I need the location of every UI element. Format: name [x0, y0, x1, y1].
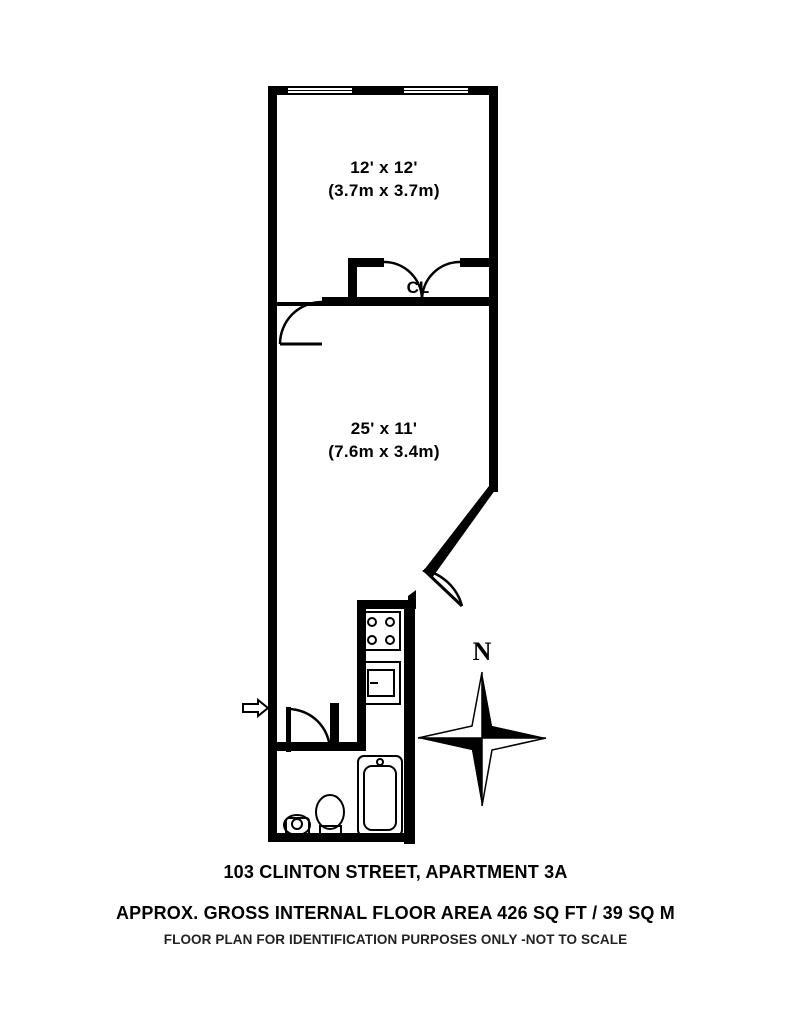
closet-label: CL [406, 278, 430, 297]
compass-rose [418, 672, 546, 806]
compass-north-label: N [472, 637, 492, 666]
room-label-bedroom [274, 157, 494, 203]
plan-disclaimer-caption: FLOOR PLAN FOR IDENTIFICATION PURPOSES ONLY -NOT TO SCALE [163, 932, 628, 947]
living-room-dimensions-metric: (7.6m x 3.4m) [328, 441, 440, 461]
bedroom-dimensions-metric: (3.7m x 3.7m) [328, 180, 440, 200]
doors [277, 262, 462, 752]
bathroom-fixtures [284, 756, 402, 836]
entrance-arrow [243, 700, 268, 716]
living-room-dimensions-imperial: 25' x 11' [350, 419, 418, 438]
kitchen-fixtures [362, 612, 400, 704]
room-label-living-room [274, 418, 494, 464]
bedroom-dimensions-imperial: 12' x 12' [350, 158, 418, 177]
plan-address-caption: 103 CLINTON STREET, APARTMENT 3A [223, 862, 568, 882]
plan-area-caption: APPROX. GROSS INTERNAL FLOOR AREA 426 SQ FT / 39 SQ M [115, 903, 676, 923]
